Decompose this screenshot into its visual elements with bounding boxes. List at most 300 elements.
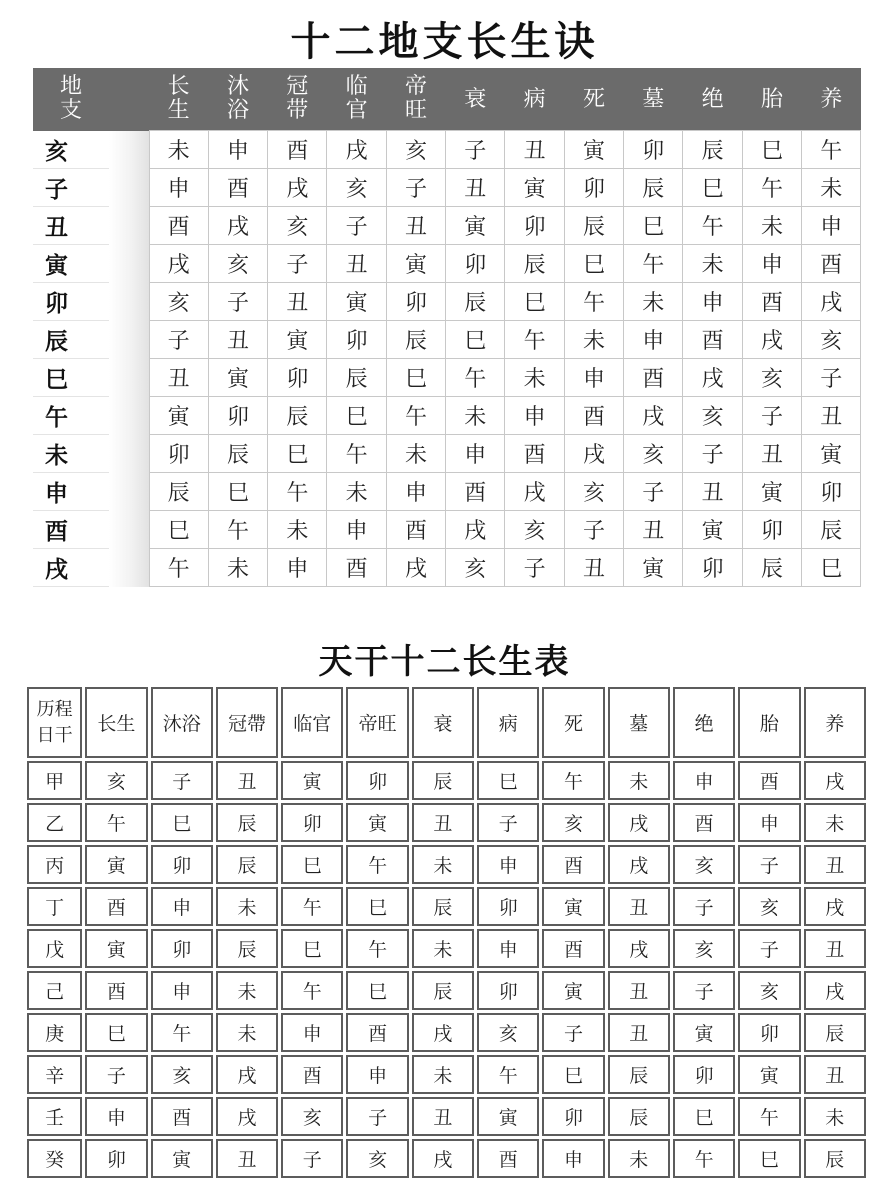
stem-table-cell: 亥 — [85, 761, 147, 800]
stem-table-cell: 戌 — [804, 971, 866, 1010]
stem-table-cell: 未 — [216, 887, 278, 926]
stem-table-cell: 亥 — [542, 803, 604, 842]
branch-table-title: 十二地支长生诀 — [290, 19, 599, 65]
stem-table-cell: 戌 — [804, 761, 866, 800]
stem-table-row — [27, 1013, 866, 1052]
stem-table-header-cell: 病 — [477, 687, 539, 758]
stem-table-cell: 午 — [673, 1139, 735, 1178]
branch-table-cell: 辰 — [208, 435, 267, 473]
stem-table-row — [27, 761, 866, 800]
branch-table-cell: 申 — [564, 359, 623, 397]
stem-table-cell: 酉 — [738, 761, 800, 800]
branch-table-cell: 辰 — [742, 549, 801, 587]
branch-table-cell: 戌 — [683, 359, 742, 397]
branch-table-cell: 酉 — [624, 359, 683, 397]
stem-table-cell: 酉 — [281, 1055, 343, 1094]
stem-table-row — [27, 887, 866, 926]
stem-table-cell: 戌 — [608, 929, 670, 968]
branch-table-header-cell — [386, 68, 445, 131]
stem-table-cell: 申 — [673, 761, 735, 800]
stem-table-cell: 酉 — [673, 803, 735, 842]
branch-row-gap — [109, 397, 149, 435]
stem-table-cell: 戌 — [608, 845, 670, 884]
stem-table-cell: 丑 — [804, 1055, 866, 1094]
branch-table-cell: 亥 — [802, 321, 861, 359]
branch-row-gap — [109, 321, 149, 359]
stem-table-cell: 巳 — [477, 761, 539, 800]
branch-table-cell: 午 — [386, 397, 445, 435]
branch-table-cell: 卯 — [683, 549, 742, 587]
stem-table-cell: 寅 — [85, 845, 147, 884]
stem-table-cell: 午 — [346, 929, 408, 968]
stem-table-cell: 巳 — [281, 929, 343, 968]
branch-table-cell: 丑 — [268, 283, 327, 321]
branch-table-cell: 未 — [564, 321, 623, 359]
branch-table-cell: 卯 — [505, 207, 564, 245]
branch-table-cell: 未 — [446, 397, 505, 435]
branch-table-cell: 申 — [268, 549, 327, 587]
branch-table-header-char: 沐 — [226, 74, 249, 99]
branch-table-header-cell — [564, 68, 623, 131]
stem-table-cell: 卯 — [85, 1139, 147, 1178]
stem-table — [24, 684, 869, 1181]
branch-table-cell: 辰 — [683, 131, 742, 169]
branch-table-cell: 亥 — [446, 549, 505, 587]
branch-table-row — [33, 245, 861, 283]
branch-row-label: 寅 — [33, 245, 109, 283]
branch-table-cell: 寅 — [208, 359, 267, 397]
stem-table-cell: 巳 — [673, 1097, 735, 1136]
stem-table-corner — [27, 687, 82, 758]
branch-table-cell: 寅 — [268, 321, 327, 359]
stem-table-cell: 午 — [281, 887, 343, 926]
branch-row-label: 丑 — [33, 207, 109, 245]
branch-table-cell: 亥 — [505, 511, 564, 549]
stem-table-cell: 丑 — [412, 803, 474, 842]
branch-table-cell: 申 — [446, 435, 505, 473]
stem-table-cell: 酉 — [85, 971, 147, 1010]
stem-table-cell: 午 — [281, 971, 343, 1010]
stem-row-label: 己 — [27, 971, 82, 1010]
branch-table-cell: 辰 — [268, 397, 327, 435]
branch-table-cell: 卯 — [446, 245, 505, 283]
stem-table-cell: 辰 — [804, 1139, 866, 1178]
branch-table-cell: 午 — [683, 207, 742, 245]
branch-table-cell: 寅 — [446, 207, 505, 245]
stem-table-header-cell: 绝 — [673, 687, 735, 758]
stem-table-header-cell: 长生 — [85, 687, 147, 758]
stem-table-cell: 申 — [738, 803, 800, 842]
branch-table-cell: 申 — [149, 169, 208, 207]
branch-table-cell: 戌 — [742, 321, 801, 359]
branch-table-cell: 卯 — [268, 359, 327, 397]
branch-table-cell: 戌 — [446, 511, 505, 549]
branch-table-cell: 戌 — [268, 169, 327, 207]
branch-table-header-text — [404, 75, 428, 123]
stem-table-cell: 戌 — [412, 1139, 474, 1178]
stem-table-cell: 申 — [85, 1097, 147, 1136]
stem-table-cell: 未 — [412, 845, 474, 884]
branch-table-header-char: 帝 — [404, 74, 427, 99]
branch-table-cell: 子 — [208, 283, 267, 321]
stem-table-cell: 子 — [673, 971, 735, 1010]
branch-table-row — [33, 473, 861, 511]
branch-table-cell: 酉 — [149, 207, 208, 245]
stem-table-cell: 亥 — [673, 845, 735, 884]
stem-table-cell: 未 — [804, 803, 866, 842]
branch-table-cell: 丑 — [683, 473, 742, 511]
branch-table-cell: 亥 — [327, 169, 386, 207]
branch-table — [33, 68, 861, 587]
branch-table-header-cell — [446, 68, 505, 131]
stem-table-row — [27, 1055, 866, 1094]
branch-row-gap — [109, 435, 149, 473]
branch-table-header-text — [285, 75, 309, 123]
branch-table-cell: 巳 — [683, 169, 742, 207]
branch-table-header-cell — [149, 68, 208, 131]
branch-table-row — [33, 359, 861, 397]
branch-table-cell: 申 — [624, 321, 683, 359]
branch-table-cell: 申 — [505, 397, 564, 435]
branch-table-cell: 申 — [208, 131, 267, 169]
branch-row-label: 亥 — [33, 131, 109, 169]
branch-table-cell: 午 — [268, 473, 327, 511]
stem-table-title: 天干十二长生表 — [318, 642, 571, 682]
stem-table-cell: 子 — [346, 1097, 408, 1136]
stem-table-cell: 未 — [412, 1055, 474, 1094]
stem-table-header-row — [27, 687, 866, 758]
stem-table-cell: 酉 — [542, 845, 604, 884]
stem-table-cell: 辰 — [216, 929, 278, 968]
stem-table-cell: 卯 — [673, 1055, 735, 1094]
branch-table-cell: 子 — [386, 169, 445, 207]
stem-table-cell: 午 — [477, 1055, 539, 1094]
stem-table-cell: 卯 — [477, 971, 539, 1010]
branch-table-cell: 申 — [683, 283, 742, 321]
stem-table-cell: 子 — [673, 887, 735, 926]
stem-table-row — [27, 1139, 866, 1178]
branch-table-header-text — [226, 75, 250, 123]
branch-table-cell: 申 — [327, 511, 386, 549]
stem-table-cell: 申 — [151, 971, 213, 1010]
stem-table-cell: 辰 — [412, 971, 474, 1010]
stem-table-cell: 午 — [346, 845, 408, 884]
stem-table-cell: 巳 — [151, 803, 213, 842]
stem-table-cell: 子 — [738, 929, 800, 968]
stem-table-cell: 戌 — [216, 1055, 278, 1094]
branch-table-cell: 午 — [327, 435, 386, 473]
stem-row-label: 丁 — [27, 887, 82, 926]
branch-table-cell: 午 — [742, 169, 801, 207]
branch-table-cell: 卯 — [208, 397, 267, 435]
branch-table-header-cell — [268, 68, 327, 131]
stem-table-cell: 卯 — [346, 761, 408, 800]
branch-table-cell: 酉 — [446, 473, 505, 511]
branch-table-cell: 卯 — [624, 131, 683, 169]
branch-table-cell: 巳 — [802, 549, 861, 587]
branch-table-cell: 戌 — [624, 397, 683, 435]
stem-row-label: 庚 — [27, 1013, 82, 1052]
stem-row-label: 辛 — [27, 1055, 82, 1094]
branch-table-cell: 丑 — [327, 245, 386, 283]
branch-table-cell: 寅 — [505, 169, 564, 207]
branch-table-header-char: 养 — [820, 86, 843, 112]
branch-table-header-spacer — [109, 68, 149, 131]
branch-table-cell: 戌 — [149, 245, 208, 283]
branch-table-header-char: 生 — [167, 98, 190, 123]
branch-table-cell: 戌 — [564, 435, 623, 473]
stem-row-label: 乙 — [27, 803, 82, 842]
branch-table-cell: 亥 — [208, 245, 267, 283]
branch-table-cell: 辰 — [446, 283, 505, 321]
branch-table-cell: 戌 — [208, 207, 267, 245]
stem-table-cell: 巳 — [85, 1013, 147, 1052]
branch-table-cell: 子 — [268, 245, 327, 283]
branch-table-cell: 酉 — [505, 435, 564, 473]
branch-table-cell: 辰 — [386, 321, 445, 359]
branch-table-cell: 亥 — [683, 397, 742, 435]
stem-table-cell: 戌 — [804, 887, 866, 926]
stem-table-cell: 亥 — [281, 1097, 343, 1136]
stem-table-cell: 卯 — [542, 1097, 604, 1136]
branch-table-cell: 酉 — [386, 511, 445, 549]
branch-table-cell: 辰 — [149, 473, 208, 511]
stem-table-cell: 酉 — [151, 1097, 213, 1136]
branch-table-cell: 戌 — [327, 131, 386, 169]
branch-table-cell: 卯 — [386, 283, 445, 321]
branch-table-header-row — [33, 68, 861, 131]
stem-table-cell: 戌 — [412, 1013, 474, 1052]
branch-table-cell: 巳 — [742, 131, 801, 169]
branch-row-gap — [109, 283, 149, 321]
stem-table-cell: 亥 — [673, 929, 735, 968]
branch-table-cell: 未 — [208, 549, 267, 587]
branch-row-gap — [109, 511, 149, 549]
branch-row-gap — [109, 359, 149, 397]
branch-table-cell: 亥 — [742, 359, 801, 397]
branch-table-cell: 亥 — [564, 473, 623, 511]
branch-table-cell: 申 — [742, 245, 801, 283]
branch-table-cell: 子 — [802, 359, 861, 397]
stem-table-cell: 子 — [281, 1139, 343, 1178]
branch-table-cell: 丑 — [505, 131, 564, 169]
stem-table-cell: 寅 — [542, 887, 604, 926]
stem-table-header-cell: 临官 — [281, 687, 343, 758]
stem-table-cell: 丑 — [608, 971, 670, 1010]
stem-table-cell: 未 — [804, 1097, 866, 1136]
branch-table-cell: 巳 — [624, 207, 683, 245]
branch-row-gap — [109, 207, 149, 245]
stem-table-cell: 寅 — [738, 1055, 800, 1094]
branch-table-header-cell — [624, 68, 683, 131]
branch-table-header-char: 绝 — [701, 86, 724, 112]
branch-table-cell: 寅 — [742, 473, 801, 511]
stem-table-cell: 申 — [346, 1055, 408, 1094]
branch-table-header-char: 衰 — [464, 86, 487, 112]
branch-table-cell: 子 — [327, 207, 386, 245]
branch-table-cell: 午 — [208, 511, 267, 549]
branch-table-cell: 午 — [564, 283, 623, 321]
stem-table-cell: 丑 — [608, 1013, 670, 1052]
stem-row-label: 壬 — [27, 1097, 82, 1136]
branch-table-cell: 酉 — [268, 131, 327, 169]
branch-table-cell: 丑 — [624, 511, 683, 549]
branch-table-row — [33, 169, 861, 207]
branch-table-cell: 巳 — [386, 359, 445, 397]
stem-table-cell: 寅 — [281, 761, 343, 800]
stem-table-cell: 申 — [281, 1013, 343, 1052]
branch-table-cell: 子 — [683, 435, 742, 473]
stem-table-cell: 子 — [151, 761, 213, 800]
branch-table-cell: 未 — [386, 435, 445, 473]
stem-table-cell: 酉 — [346, 1013, 408, 1052]
branch-table-cell: 丑 — [802, 397, 861, 435]
stem-row-label: 甲 — [27, 761, 82, 800]
branch-row-gap — [109, 245, 149, 283]
branch-table-row — [33, 207, 861, 245]
branch-table-header-char: 墓 — [642, 86, 665, 112]
stem-table-header-cell: 冠帶 — [216, 687, 278, 758]
stem-table-header-cell: 墓 — [608, 687, 670, 758]
stem-table-cell: 寅 — [151, 1139, 213, 1178]
branch-row-gap — [109, 549, 149, 587]
stem-table-cell: 辰 — [608, 1097, 670, 1136]
stem-table-cell: 子 — [85, 1055, 147, 1094]
branch-table-cell: 丑 — [564, 549, 623, 587]
branch-row-label: 未 — [33, 435, 109, 473]
stem-table-body — [27, 761, 866, 1178]
branch-table-cell: 寅 — [327, 283, 386, 321]
stem-table-cell: 辰 — [412, 761, 474, 800]
branch-table-header-cell — [327, 68, 386, 131]
branch-row-label: 卯 — [33, 283, 109, 321]
branch-table-cell: 午 — [446, 359, 505, 397]
branch-table-header-text — [167, 75, 191, 123]
branch-table-cell: 巳 — [327, 397, 386, 435]
branch-table-header-char: 胎 — [760, 86, 783, 112]
stem-table-cell: 辰 — [412, 887, 474, 926]
branch-table-header-char: 长 — [167, 74, 190, 99]
stem-row-label: 戊 — [27, 929, 82, 968]
branch-table-cell: 寅 — [683, 511, 742, 549]
stem-table-row — [27, 1097, 866, 1136]
branch-table-cell: 酉 — [564, 397, 623, 435]
stem-table-cell: 亥 — [477, 1013, 539, 1052]
branch-table-cell: 酉 — [683, 321, 742, 359]
stem-table-cell: 丑 — [216, 1139, 278, 1178]
branch-table-cell: 未 — [802, 169, 861, 207]
branch-table-row — [33, 131, 861, 169]
branch-table-cell: 酉 — [208, 169, 267, 207]
branch-table-cell: 午 — [624, 245, 683, 283]
branch-table-corner-line: 地 — [59, 74, 82, 100]
branch-table-cell: 卯 — [327, 321, 386, 359]
branch-table-cell: 未 — [742, 207, 801, 245]
stem-table-corner-line: 日干 — [36, 724, 73, 746]
branch-table-cell: 酉 — [742, 283, 801, 321]
branch-row-label: 子 — [33, 169, 109, 207]
branch-table-cell: 丑 — [386, 207, 445, 245]
branch-table-cell: 丑 — [208, 321, 267, 359]
branch-table-cell: 午 — [802, 131, 861, 169]
branch-table-row — [33, 511, 861, 549]
branch-table-cell: 未 — [268, 511, 327, 549]
stem-table-cell: 戌 — [608, 803, 670, 842]
stem-table-cell: 丑 — [216, 761, 278, 800]
branch-table-cell: 巳 — [564, 245, 623, 283]
branch-table-cell: 巳 — [446, 321, 505, 359]
branch-table-cell: 亥 — [268, 207, 327, 245]
branch-table-cell: 子 — [446, 131, 505, 169]
stem-table-corner-line: 历程 — [36, 698, 73, 720]
branch-table-header-char: 浴 — [226, 98, 249, 123]
branch-table-cell: 申 — [386, 473, 445, 511]
branch-table-header-char: 病 — [523, 86, 546, 112]
stem-table-cell: 午 — [151, 1013, 213, 1052]
stem-table-cell: 亥 — [151, 1055, 213, 1094]
stem-table-cell: 未 — [412, 929, 474, 968]
stem-table-cell: 巳 — [738, 1139, 800, 1178]
stem-table-row — [27, 845, 866, 884]
stem-table-cell: 酉 — [477, 1139, 539, 1178]
stem-table-cell: 寅 — [477, 1097, 539, 1136]
branch-table-header-cell — [208, 68, 267, 131]
branch-table-header-char: 带 — [286, 98, 309, 123]
stem-table-cell: 巳 — [281, 845, 343, 884]
branch-table-corner-line: 支 — [59, 98, 82, 124]
branch-table-header-cell — [742, 68, 801, 131]
stem-table-cell: 卯 — [477, 887, 539, 926]
stem-table-cell: 午 — [85, 803, 147, 842]
stem-table-cell: 卯 — [281, 803, 343, 842]
branch-table-row — [33, 549, 861, 587]
branch-table-cell: 辰 — [624, 169, 683, 207]
stem-table-cell: 丑 — [412, 1097, 474, 1136]
branch-table-cell: 未 — [624, 283, 683, 321]
branch-table-cell: 戌 — [386, 549, 445, 587]
branch-table-row — [33, 283, 861, 321]
stem-table-header-cell: 沐浴 — [151, 687, 213, 758]
stem-table-cell: 寅 — [85, 929, 147, 968]
branch-table-cell: 辰 — [327, 359, 386, 397]
branch-table-header-text — [345, 75, 369, 123]
stem-table-cell: 子 — [542, 1013, 604, 1052]
stem-table-cell: 卯 — [151, 929, 213, 968]
branch-table-cell: 亥 — [624, 435, 683, 473]
branch-table-header-char: 临 — [345, 74, 368, 99]
branch-table-cell: 卯 — [802, 473, 861, 511]
stem-table-cell: 申 — [542, 1139, 604, 1178]
branch-table-cell: 辰 — [802, 511, 861, 549]
branch-table-cell: 卯 — [149, 435, 208, 473]
stem-table-row — [27, 929, 866, 968]
branch-row-gap — [109, 169, 149, 207]
branch-row-label: 午 — [33, 397, 109, 435]
branch-row-label: 辰 — [33, 321, 109, 359]
branch-table-row — [33, 435, 861, 473]
branch-table-cell: 巳 — [505, 283, 564, 321]
stem-table-cell: 丑 — [608, 887, 670, 926]
branch-table-row — [33, 397, 861, 435]
branch-table-header-char: 死 — [582, 86, 605, 112]
branch-table-cell: 午 — [505, 321, 564, 359]
branch-table-cell: 戌 — [802, 283, 861, 321]
branch-table-cell: 丑 — [742, 435, 801, 473]
branch-table-cell: 巳 — [208, 473, 267, 511]
branch-table-cell: 戌 — [505, 473, 564, 511]
stem-table-cell: 巳 — [346, 887, 408, 926]
branch-table-cell: 丑 — [446, 169, 505, 207]
